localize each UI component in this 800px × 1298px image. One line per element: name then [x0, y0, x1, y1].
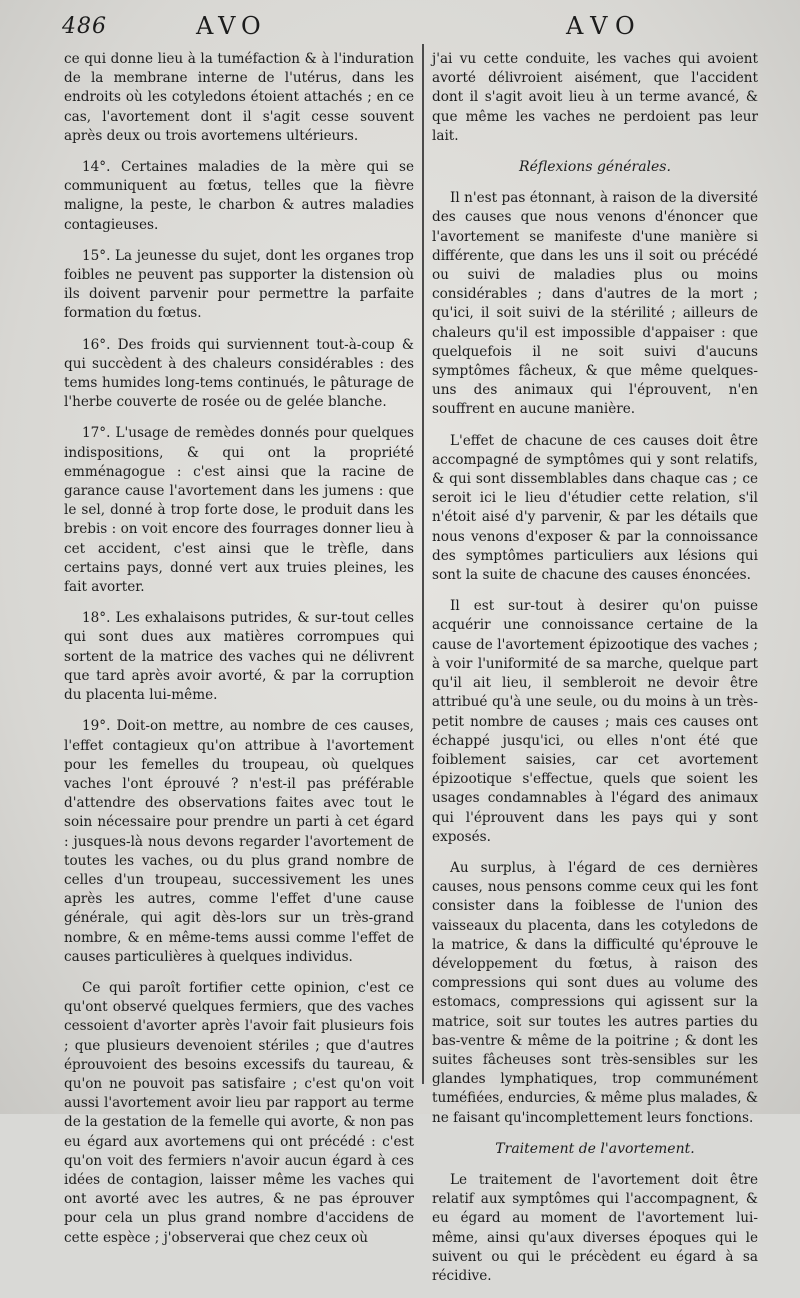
- paragraph-reflexions-1: Il n'est pas étonnant, à raison de la diversité des causes que nous venons d'énoncer que l'avortement se manifeste d'une manière si différente, que dans les uns il soit ou précédé ou suivi de maladies plus ou moins considérables ; dans d'autres de la mort ; qu'ici, il soit suivi de la stérilité ; ailleurs de chaleurs qu'il est impossible d'appaiser : que quelquefois il ne soit suivi d'aucuns symptômes fâcheux, & que même quelques-uns des animaux qui l'éprouvent, n'en souffrent en aucune manière.: [432, 190, 758, 418]
- paragraph-traitement: Le traitement de l'avortement doit être relatif aux symptômes qui l'accompagnent, & eu égard au moment de l'avortement lui-même, ainsi qu'aux diverses époques qui le suivent ou qui le précèdent eu égard à sa récidive.: [432, 1171, 758, 1284]
- paragraph-cause-15: 15°. La jeunesse du sujet, dont les organes trop foibles ne peuvent pas supporter la distension où ils doivent parvenir pour permettre la parfaite formation du fœtus.: [64, 247, 414, 322]
- page-header: [0, 8, 800, 40]
- paragraph-reflexions-3: Il est sur-tout à desirer qu'on puisse acquérir une connoissance certaine de la cause de l'avortement épizootique des vaches ; à voir l'uniformité de sa marche, quelque part qu'il ait lieu, il sembleroit ne devoir être attribué qu'à une seule, ou du moins à un très-petit nombre de causes ; mais ces causes ont échappé jusqu'ici, ou elles n'ont été que foiblement saisies, car cet avortement épizootique s'effectue, quels que soient les usages condamnables à l'égard des animaux qui l'éprouvent dans les pays qui y sont exposés.: [432, 598, 758, 845]
- section-heading-traitement: Traitement de l'avortement.: [495, 1140, 695, 1157]
- paragraph-cause-14: 14°. Certaines maladies de la mère qui se communiquent au fœtus, telles que la fièvre maligne, la peste, le charbon & autres maladies contagieuses.: [64, 159, 414, 233]
- running-head-left: AVO: [196, 12, 267, 40]
- paragraph-continued: ce qui donne lieu à la tuméfaction & à l'induration de la membrane interne de l'utérus, dans les endroits où les cotyledons étoient attachés ; en ce cas, l'avortement dont il s'agit cesse souvent après deux ou trois avortemens ultérieurs.: [64, 51, 414, 144]
- column-divider: [422, 44, 424, 1084]
- page-number: 486: [62, 14, 107, 39]
- paragraph-cause-17: 17°. L'usage de remèdes donnés pour quelques indispositions, & qui ont la propriété emménagogue : c'est ainsi que la racine de garance cause l'avortement dans les jumens : que le sel, donné à trop forte dose, le produit dans les brebis : on voit encore des fourrages donner lieu à cet accident, c'est ainsi que le trèfle, dans certains pays, donné vert aux truies pleines, les fait avorter.: [64, 425, 414, 596]
- paragraph-reflexions-4: Au surplus, à l'égard de ces dernières causes, nous pensons comme ceux qui les font consister dans la foiblesse de l'union des vaisseaux du placenta, dans les cotyledons de la matrice, & dans la difficulté qu'éprouve le développement du fœtus, à raison des compressions qui sont dues au volume des estomacs, compressions qui agissent sur la matrice, soit sur toutes les autres parties du bas-ventre & même de la poitrine ; & dont les suites fâcheuses sont très-sensibles sur les glandes lymphatiques, trop communément tuméfiées, endurcies, & même plus malades, & ne faisant qu'incomplettement leurs fonctions.: [432, 859, 758, 1126]
- paragraph-cause-19: 19°. Doit-on mettre, au nombre de ces causes, l'effet contagieux qu'on attribue à l'avortement pour les femelles du troupeau, où quelques vaches l'ont éprouvé ? n'est-il pas préférable d'attendre des observations faites avec tout le soin nécessaire pour prendre un parti à cet égard : jusques-là nous devons regarder l'avortement de toutes les vaches, ou du plus grand nombre de celles d'un troupeau, successivement les unes après les autres, comme l'effet d'une cause générale, qui agit dès-lors sur un très-grand nombre, & en même-tems aussi comme l'effet de causes particulières à quelques individus.: [64, 718, 414, 965]
- right-column: [432, 50, 758, 1298]
- paragraph-cause-18: 18°. Les exhalaisons putrides, & sur-tout celles qui sont dues aux matières corrompues qui sortent de la matrice des vaches qui ne délivrent que tard après avoir avorté, & par la corruption du placenta lui-même.: [64, 610, 414, 704]
- running-head-right: AVO: [566, 12, 643, 40]
- left-column: [64, 50, 414, 1260]
- paragraph-opinion: Ce qui paroît fortifier cette opinion, c'est ce qu'ont observé quelques fermiers, que des vaches cessoient d'avorter après l'avoir fait plusieurs fois ; que plusieurs devenoient stériles ; que d'autres éprouvoient des besoins excessifs du taureau, & qu'on ne pouvoit pas satisfaire ; c'est qu'on voit aussi l'avortement avoir lieu par rapport au terme de la gestation de la femelle qui avorte, & non pas eu égard aux avortemens qui ont précédé : c'est qu'on voit des fermiers n'avoir aucun égard à ces idées de contagion, laisser même les vaches qui ont avorté avec les autres, & ne pas éprouver pour cela un plus grand nombre d'accidens de cette espèce ; j'observerai que chez ceux où: [64, 979, 414, 1246]
- paragraph-cause-16: 16°. Des froids qui surviennent tout-à-coup & qui succèdent à des chaleurs considérables : des tems humides long-tems continués, le pâturage de l'herbe couverte de rosée ou de gelée blanche.: [64, 336, 414, 411]
- paragraph-reflexions-2: L'effet de chacune de ces causes doit être accompagné de symptômes qui y sont relatifs, & qui sont dissemblables dans chaque cas ; ce seroit ici le lieu d'étudier cette relation, s'il n'étoit aisé d'y parvenir, & par les détails que nous venons d'exposer & par la connoissance des symptômes particuliers aux lésions qui sont la suite de chacune des causes énoncées.: [432, 432, 758, 584]
- section-heading-reflexions: Réflexions générales.: [519, 159, 671, 176]
- paragraph-continued-right: j'ai vu cette conduite, les vaches qui avoient avorté délivroient aisément, que l'accident dont il s'agit avoit lieu à un terme avancé, & que même les vaches ne perdoient pas leur lait.: [432, 51, 758, 144]
